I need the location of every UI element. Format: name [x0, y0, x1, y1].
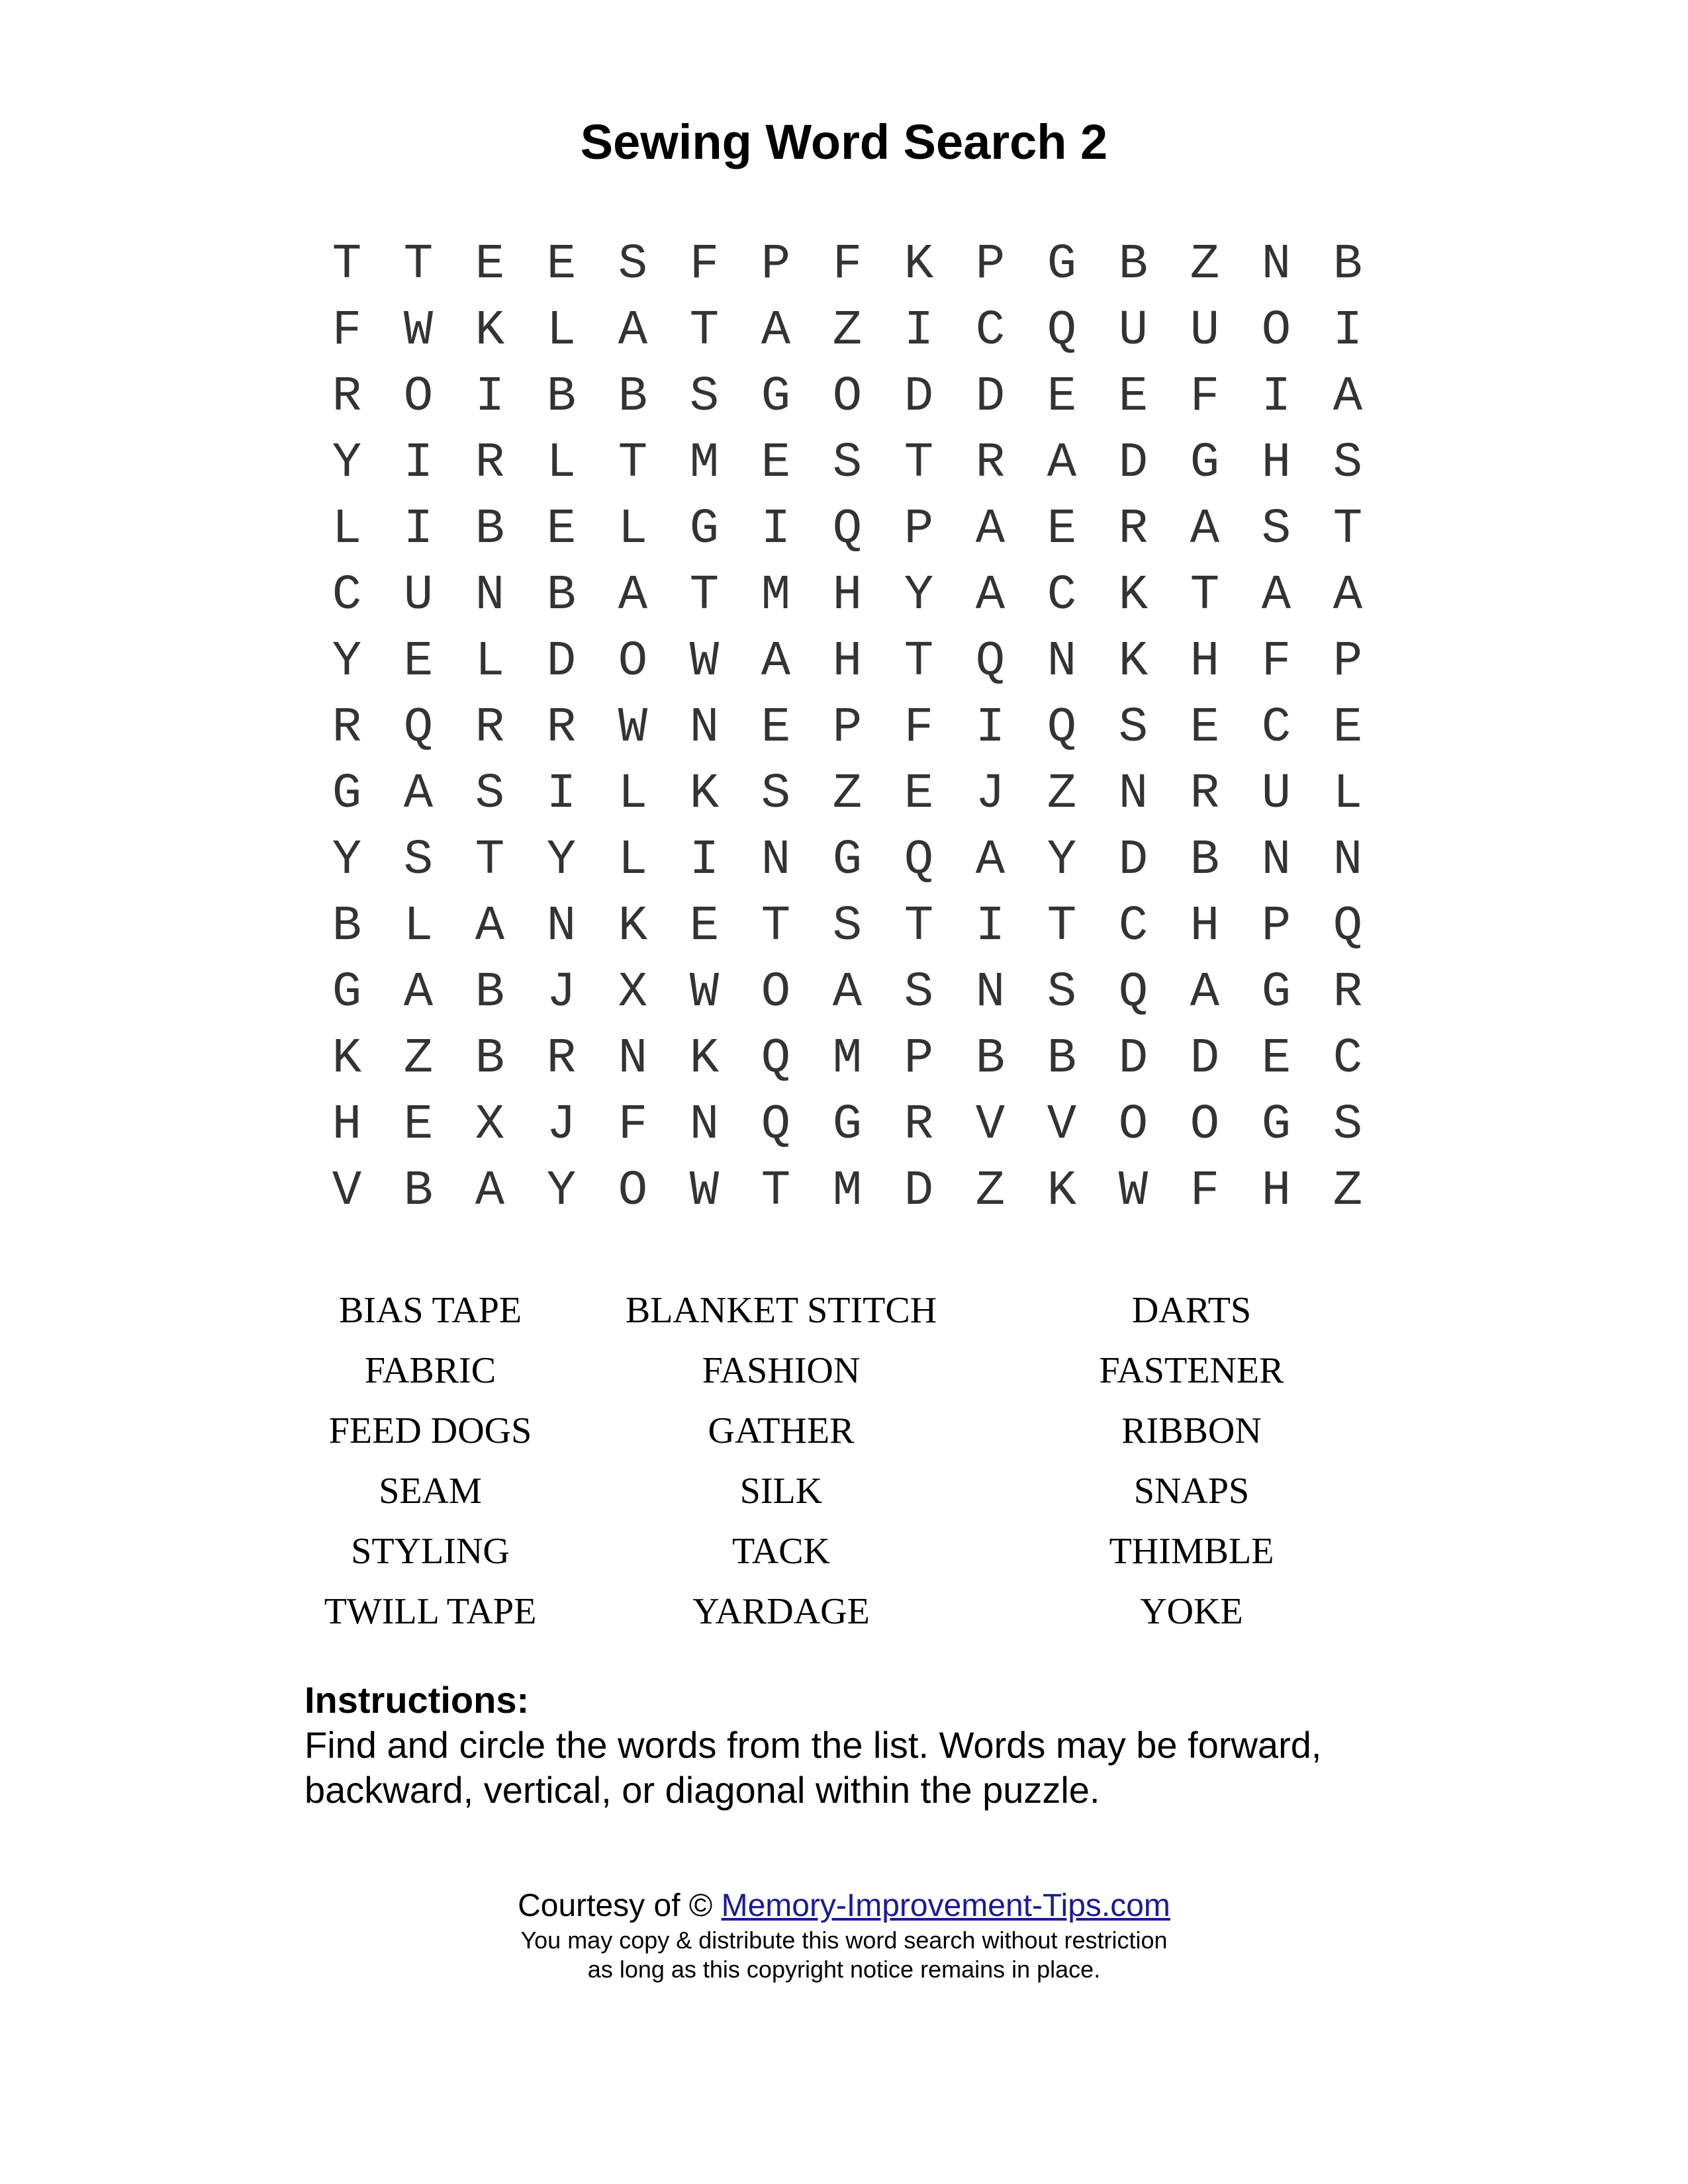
grid-letter[interactable]: E: [546, 237, 577, 293]
word-list-item: RIBBON: [1121, 1410, 1262, 1451]
grid-letter[interactable]: I: [1333, 303, 1363, 359]
grid-letter[interactable]: A: [832, 965, 863, 1021]
grid-letter[interactable]: Q: [403, 700, 434, 756]
grid-letter[interactable]: N: [689, 1097, 720, 1153]
grid-letter[interactable]: K: [1118, 634, 1149, 690]
grid-row: [311, 893, 1383, 960]
courtesy-prefix: Courtesy of ©: [518, 1888, 722, 1923]
grid-letter[interactable]: P: [975, 237, 1006, 293]
copyright-notice-line-2: as long as this copyright notice remains in place.: [587, 1956, 1101, 1983]
grid-letter[interactable]: R: [475, 435, 505, 491]
grid-letter[interactable]: L: [332, 502, 362, 557]
grid-letter[interactable]: E: [761, 435, 791, 491]
grid-letter[interactable]: H: [1261, 435, 1291, 491]
grid-letter[interactable]: S: [832, 435, 863, 491]
grid-letter[interactable]: P: [904, 502, 934, 557]
grid-row: [311, 563, 1383, 629]
grid-letter[interactable]: J: [546, 1097, 577, 1153]
grid-letter[interactable]: Z: [832, 766, 863, 822]
word-list-item: YOKE: [1140, 1591, 1243, 1632]
grid-letter[interactable]: W: [689, 634, 720, 690]
grid-row: [311, 827, 1383, 893]
grid-letter[interactable]: H: [332, 1097, 362, 1153]
grid-letter[interactable]: R: [1118, 502, 1149, 557]
grid-letter[interactable]: Z: [1047, 766, 1077, 822]
grid-row: [311, 496, 1383, 563]
grid-letter[interactable]: P: [904, 1031, 934, 1087]
grid-letter[interactable]: A: [618, 568, 648, 623]
grid-letter[interactable]: L: [1333, 766, 1363, 822]
grid-letter[interactable]: F: [904, 700, 934, 756]
grid-row: [311, 364, 1383, 430]
grid-letter[interactable]: R: [475, 700, 505, 756]
grid-letter[interactable]: I: [403, 502, 434, 557]
grid-letter[interactable]: O: [1118, 1097, 1149, 1153]
grid-letter[interactable]: Y: [546, 833, 577, 888]
grid-letter[interactable]: I: [975, 899, 1006, 954]
word-list-item: BLANKET STITCH: [625, 1290, 937, 1331]
grid-letter[interactable]: Q: [1047, 303, 1077, 359]
grid-letter[interactable]: N: [1261, 833, 1291, 888]
grid-letter[interactable]: O: [1261, 303, 1291, 359]
grid-letter[interactable]: T: [689, 303, 720, 359]
grid-letter[interactable]: E: [904, 766, 934, 822]
grid-letter[interactable]: G: [689, 502, 720, 557]
grid-letter[interactable]: V: [975, 1097, 1006, 1153]
grid-letter[interactable]: S: [618, 237, 648, 293]
grid-letter[interactable]: L: [618, 502, 648, 557]
grid-letter[interactable]: U: [1190, 303, 1220, 359]
grid-letter[interactable]: H: [1190, 899, 1220, 954]
grid-letter[interactable]: B: [475, 502, 505, 557]
word-list-item: SILK: [739, 1471, 823, 1512]
grid-letter[interactable]: D: [1118, 1031, 1149, 1087]
grid-letter[interactable]: T: [761, 899, 791, 954]
grid-row: [311, 960, 1383, 1026]
grid-letter[interactable]: F: [1190, 1163, 1220, 1219]
grid-letter[interactable]: C: [1333, 1031, 1363, 1087]
grid-letter[interactable]: Q: [761, 1031, 791, 1087]
grid-letter[interactable]: M: [832, 1031, 863, 1087]
grid-letter[interactable]: G: [1190, 435, 1220, 491]
grid-letter[interactable]: K: [689, 766, 720, 822]
grid-row: [311, 695, 1383, 761]
grid-letter[interactable]: E: [1333, 700, 1363, 756]
grid-letter[interactable]: G: [1261, 965, 1291, 1021]
grid-letter[interactable]: I: [475, 369, 505, 425]
grid-letter[interactable]: A: [1333, 568, 1363, 623]
grid-letter[interactable]: T: [904, 634, 934, 690]
grid-letter[interactable]: T: [332, 237, 362, 293]
grid-letter[interactable]: T: [403, 237, 434, 293]
grid-letter[interactable]: M: [761, 568, 791, 623]
grid-letter[interactable]: Y: [332, 634, 362, 690]
grid-letter[interactable]: W: [618, 700, 648, 756]
grid-letter[interactable]: I: [546, 766, 577, 822]
grid-letter[interactable]: A: [1261, 568, 1291, 623]
grid-letter[interactable]: E: [1261, 1031, 1291, 1087]
word-list-item: DARTS: [1131, 1290, 1252, 1331]
grid-letter[interactable]: L: [403, 899, 434, 954]
grid-letter[interactable]: E: [689, 899, 720, 954]
grid-letter[interactable]: Z: [1190, 237, 1220, 293]
grid-letter[interactable]: Z: [975, 1163, 1006, 1219]
grid-letter[interactable]: Q: [975, 634, 1006, 690]
grid-letter[interactable]: K: [1047, 1163, 1077, 1219]
grid-letter[interactable]: K: [689, 1031, 720, 1087]
grid-letter[interactable]: N: [475, 568, 505, 623]
grid-letter[interactable]: O: [832, 369, 863, 425]
grid-letter[interactable]: O: [403, 369, 434, 425]
grid-letter[interactable]: S: [832, 899, 863, 954]
grid-letter[interactable]: K: [1118, 568, 1149, 623]
grid-letter[interactable]: R: [546, 1031, 577, 1087]
grid-letter[interactable]: S: [1118, 700, 1149, 756]
grid-letter[interactable]: T: [1333, 502, 1363, 557]
grid-letter[interactable]: S: [1261, 502, 1291, 557]
grid-letter[interactable]: S: [475, 766, 505, 822]
grid-letter[interactable]: D: [904, 1163, 934, 1219]
grid-letter[interactable]: C: [1118, 899, 1149, 954]
grid-letter[interactable]: I: [403, 435, 434, 491]
grid-letter[interactable]: A: [403, 766, 434, 822]
grid-letter[interactable]: B: [975, 1031, 1006, 1087]
grid-letter[interactable]: O: [618, 634, 648, 690]
grid-letter[interactable]: V: [1047, 1097, 1077, 1153]
grid-letter[interactable]: T: [618, 435, 648, 491]
grid-letter[interactable]: Q: [832, 502, 863, 557]
grid-letter[interactable]: L: [546, 303, 577, 359]
page-title: Sewing Word Search 2: [580, 114, 1108, 169]
grid-letter[interactable]: O: [1190, 1097, 1220, 1153]
grid-letter[interactable]: K: [475, 303, 505, 359]
word-list-item: BIAS TAPE: [338, 1290, 522, 1331]
grid-letter[interactable]: A: [618, 303, 648, 359]
grid-letter[interactable]: I: [904, 303, 934, 359]
word-list-item: SEAM: [379, 1471, 482, 1512]
grid-row: [311, 298, 1383, 364]
grid-letter[interactable]: G: [761, 369, 791, 425]
grid-letter[interactable]: F: [1261, 634, 1291, 690]
grid-letter[interactable]: E: [1190, 700, 1220, 756]
grid-letter[interactable]: R: [975, 435, 1006, 491]
grid-letter[interactable]: Z: [1333, 1163, 1363, 1219]
footer: [0, 1886, 1688, 1984]
grid-letter[interactable]: A: [1333, 369, 1363, 425]
grid-letter[interactable]: B: [1333, 237, 1363, 293]
grid-letter[interactable]: G: [832, 1097, 863, 1153]
grid-letter[interactable]: T: [1190, 568, 1220, 623]
grid-letter[interactable]: A: [975, 568, 1006, 623]
grid-letter[interactable]: P: [1261, 899, 1291, 954]
grid-letter[interactable]: C: [332, 568, 362, 623]
grid-letter[interactable]: N: [1333, 833, 1363, 888]
grid-letter[interactable]: Q: [1047, 700, 1077, 756]
grid-letter[interactable]: E: [403, 634, 434, 690]
grid-letter[interactable]: L: [618, 833, 648, 888]
grid-letter[interactable]: H: [1261, 1163, 1291, 1219]
grid-letter[interactable]: F: [1190, 369, 1220, 425]
grid-letter[interactable]: H: [1190, 634, 1220, 690]
grid-letter[interactable]: I: [975, 700, 1006, 756]
grid-letter[interactable]: J: [546, 965, 577, 1021]
grid-letter[interactable]: T: [904, 899, 934, 954]
instructions-text: Find and circle the words from the list. Words may be forward, backward, vertical, or diagonal within the puzzle.: [305, 1724, 1322, 1811]
grid-letter[interactable]: X: [618, 965, 648, 1021]
grid-letter[interactable]: U: [1261, 766, 1291, 822]
word-list-item: YARDAGE: [692, 1591, 870, 1632]
grid-letter[interactable]: E: [1047, 369, 1077, 425]
grid-letter[interactable]: P: [832, 700, 863, 756]
grid-letter[interactable]: Z: [832, 303, 863, 359]
grid-letter[interactable]: B: [332, 899, 362, 954]
word-list-item: FEED DOGS: [328, 1410, 532, 1451]
grid-letter[interactable]: D: [904, 369, 934, 425]
letter-grid: [311, 232, 1383, 1224]
grid-letter[interactable]: Y: [332, 435, 362, 491]
grid-letter[interactable]: F: [689, 237, 720, 293]
grid-letter[interactable]: T: [761, 1163, 791, 1219]
grid-letter[interactable]: D: [1190, 1031, 1220, 1087]
grid-letter[interactable]: N: [689, 700, 720, 756]
grid-letter[interactable]: B: [546, 568, 577, 623]
grid-row: [311, 761, 1383, 827]
grid-letter[interactable]: I: [689, 833, 720, 888]
grid-letter[interactable]: D: [975, 369, 1006, 425]
grid-letter[interactable]: I: [761, 502, 791, 557]
grid-letter[interactable]: L: [618, 766, 648, 822]
grid-letter[interactable]: U: [1118, 303, 1149, 359]
grid-letter[interactable]: V: [332, 1163, 362, 1219]
word-list-item: SNAPS: [1133, 1471, 1250, 1512]
grid-letter[interactable]: F: [618, 1097, 648, 1153]
word-list-item: STYLING: [351, 1531, 510, 1572]
grid-letter[interactable]: Q: [1333, 899, 1363, 954]
grid-letter[interactable]: H: [832, 634, 863, 690]
grid-letter[interactable]: G: [1047, 237, 1077, 293]
grid-letter[interactable]: R: [332, 700, 362, 756]
grid-letter[interactable]: O: [761, 965, 791, 1021]
grid-letter[interactable]: S: [689, 369, 720, 425]
grid-letter[interactable]: A: [475, 899, 505, 954]
grid-letter[interactable]: S: [403, 833, 434, 888]
grid-letter[interactable]: Q: [761, 1097, 791, 1153]
grid-letter[interactable]: G: [332, 766, 362, 822]
grid-letter[interactable]: A: [1047, 435, 1077, 491]
grid-letter[interactable]: T: [689, 568, 720, 623]
grid-letter[interactable]: B: [475, 965, 505, 1021]
grid-letter[interactable]: E: [475, 237, 505, 293]
grid-letter[interactable]: W: [689, 965, 720, 1021]
grid-letter[interactable]: S: [904, 965, 934, 1021]
grid-letter[interactable]: W: [689, 1163, 720, 1219]
grid-letter[interactable]: H: [832, 568, 863, 623]
grid-letter[interactable]: B: [546, 369, 577, 425]
grid-letter[interactable]: N: [1118, 766, 1149, 822]
grid-row: [311, 1158, 1383, 1224]
grid-row: [311, 629, 1383, 695]
grid-letter[interactable]: N: [975, 965, 1006, 1021]
grid-letter[interactable]: Y: [546, 1163, 577, 1219]
grid-letter[interactable]: R: [332, 369, 362, 425]
grid-letter[interactable]: A: [403, 965, 434, 1021]
grid-letter[interactable]: M: [689, 435, 720, 491]
grid-letter[interactable]: R: [904, 1097, 934, 1153]
grid-row: [311, 1092, 1383, 1158]
grid-letter[interactable]: P: [761, 237, 791, 293]
grid-letter[interactable]: E: [1047, 502, 1077, 557]
grid-letter[interactable]: R: [546, 700, 577, 756]
grid-letter[interactable]: L: [475, 634, 505, 690]
grid-letter[interactable]: F: [832, 237, 863, 293]
grid-letter[interactable]: Y: [332, 833, 362, 888]
word-list-item: GATHER: [708, 1410, 855, 1451]
grid-letter[interactable]: W: [1118, 1163, 1149, 1219]
grid-letter[interactable]: E: [546, 502, 577, 557]
grid-letter[interactable]: R: [1333, 965, 1363, 1021]
grid-letter[interactable]: A: [1190, 502, 1220, 557]
grid-letter[interactable]: Y: [904, 568, 934, 623]
grid-letter[interactable]: G: [1261, 1097, 1291, 1153]
grid-letter[interactable]: S: [1333, 1097, 1363, 1153]
word-list-item: FABRIC: [364, 1350, 496, 1391]
website-link[interactable]: Memory-Improvement-Tips.com: [721, 1888, 1170, 1923]
grid-letter[interactable]: B: [403, 1163, 434, 1219]
grid-letter[interactable]: C: [975, 303, 1006, 359]
grid-letter[interactable]: G: [332, 965, 362, 1021]
grid-letter[interactable]: W: [403, 303, 434, 359]
grid-letter[interactable]: D: [546, 634, 577, 690]
grid-letter[interactable]: A: [761, 634, 791, 690]
grid-letter[interactable]: A: [1190, 965, 1220, 1021]
grid-letter[interactable]: M: [832, 1163, 863, 1219]
grid-letter[interactable]: B: [618, 369, 648, 425]
grid-letter[interactable]: D: [1118, 435, 1149, 491]
grid-letter[interactable]: T: [1047, 899, 1077, 954]
word-list-item: FASTENER: [1099, 1350, 1284, 1391]
grid-letter[interactable]: T: [475, 833, 505, 888]
grid-letter[interactable]: A: [761, 303, 791, 359]
grid-letter[interactable]: B: [1190, 833, 1220, 888]
grid-letter[interactable]: B: [475, 1031, 505, 1087]
word-list-item: FASHION: [702, 1350, 861, 1391]
grid-letter[interactable]: Q: [1118, 965, 1149, 1021]
grid-letter[interactable]: S: [1047, 965, 1077, 1021]
grid-letter[interactable]: N: [761, 833, 791, 888]
grid-letter[interactable]: G: [832, 833, 863, 888]
grid-letter[interactable]: N: [618, 1031, 648, 1087]
grid-letter[interactable]: N: [546, 899, 577, 954]
copyright-notice-line-1: You may copy & distribute this word search without restriction: [520, 1927, 1168, 1954]
grid-letter[interactable]: L: [546, 435, 577, 491]
grid-row: [311, 1026, 1383, 1092]
grid-row: [311, 430, 1383, 496]
grid-letter[interactable]: E: [403, 1097, 434, 1153]
grid-letter[interactable]: C: [1261, 700, 1291, 756]
grid-letter[interactable]: E: [1118, 369, 1149, 425]
grid-letter[interactable]: K: [904, 237, 934, 293]
courtesy-line: [0, 1886, 1688, 1926]
grid-letter[interactable]: R: [1190, 766, 1220, 822]
grid-letter[interactable]: Y: [1047, 833, 1077, 888]
grid-letter[interactable]: S: [761, 766, 791, 822]
word-list: [305, 1281, 1390, 1642]
grid-letter[interactable]: B: [1047, 1031, 1077, 1087]
grid-letter[interactable]: C: [1047, 568, 1077, 623]
instructions-heading: Instructions:: [305, 1679, 530, 1721]
grid-letter[interactable]: D: [1118, 833, 1149, 888]
grid-letter[interactable]: K: [618, 899, 648, 954]
grid-letter[interactable]: E: [761, 700, 791, 756]
grid-letter[interactable]: N: [1261, 237, 1291, 293]
grid-letter[interactable]: S: [1333, 435, 1363, 491]
grid-letter[interactable]: A: [975, 502, 1006, 557]
word-list-item: TACK: [732, 1531, 830, 1572]
instructions: [305, 1678, 1430, 1813]
grid-letter[interactable]: K: [332, 1031, 362, 1087]
grid-letter[interactable]: O: [618, 1163, 648, 1219]
word-list-item: TWILL TAPE: [324, 1591, 537, 1632]
grid-letter[interactable]: B: [1118, 237, 1149, 293]
grid-letter[interactable]: N: [1047, 634, 1077, 690]
grid-letter[interactable]: U: [403, 568, 434, 623]
grid-letter[interactable]: I: [1261, 369, 1291, 425]
word-list-item: THIMBLE: [1109, 1531, 1274, 1572]
grid-letter[interactable]: Q: [904, 833, 934, 888]
grid-row: [311, 232, 1383, 298]
grid-letter[interactable]: T: [904, 435, 934, 491]
grid-letter[interactable]: A: [475, 1163, 505, 1219]
grid-letter[interactable]: A: [975, 833, 1006, 888]
grid-letter[interactable]: J: [975, 766, 1006, 822]
grid-letter[interactable]: P: [1333, 634, 1363, 690]
grid-letter[interactable]: F: [332, 303, 362, 359]
grid-letter[interactable]: X: [475, 1097, 505, 1153]
grid-letter[interactable]: Z: [403, 1031, 434, 1087]
